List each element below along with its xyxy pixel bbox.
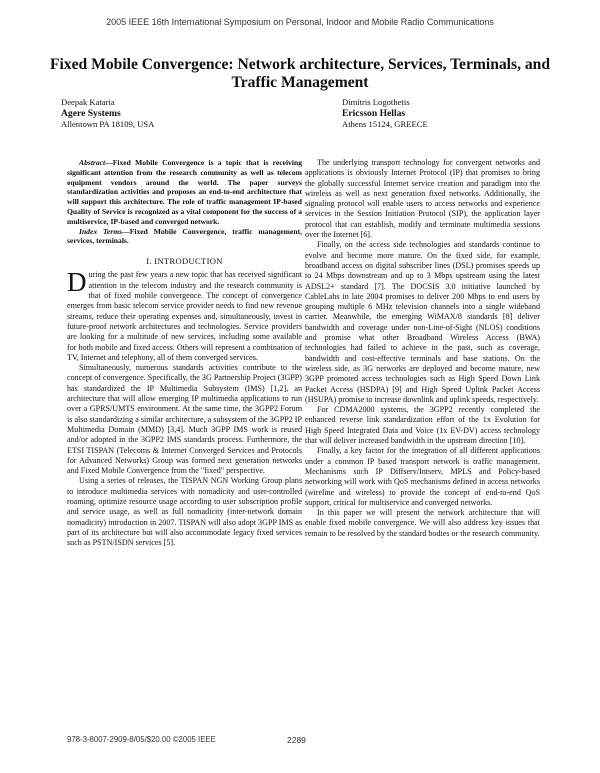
right-paragraph-3: For CDMA2000 systems, the 3GPP2 recently completed the enhanced reverse link standardization effort of the 1x Evolution for High Speed Integrated Data and Voice (1x EV-DV) access technology that will deliver increased bandwidth in the upstream direction [10].: [305, 405, 540, 446]
author-1: [61, 97, 261, 130]
right-paragraph-5: In this paper we will present the network architecture that will enable fixed mobile convergence. We will also address key issues that remain to be resolved by the standard bodies or the research community.: [305, 508, 540, 538]
intro-paragraph-1-text: uring the past few years a new topic that has received significant attention in the telecom industry and the research community is that of fixed mobile convergence. The concept of convergence emerges from basic telecom service provider needs to find new revenue streams, reduce their operating expenses and, simultaneously, invest in future-proof network architectures and technologies. Service providers are looking for a multitude of new services, including some available for both mobile and fixed access. Others will represent a combination of TV, Internet and telephony, all of them converged services.: [67, 270, 302, 362]
right-paragraph-1: The underlying transport technology for convergent networks and applications is obviously Internet Protocol (IP) that promises to bring the globally successful Internet service creation and paradigm into the wireless as well as next generation fixed networks. Additionally, the signaling protocol will enable users to access networks and experience services in the Session Initiation Protocol (SIP), the application layer protocol that can establish, modify and terminate multimedia sessions over the Internet [6].: [305, 158, 540, 240]
drop-cap: D: [67, 267, 87, 298]
abstract-text: —Fixed Mobile Convergence is a topic that is receiving significant attention from the research community as well as telecom equipment vendors around the world. The paper surveys standardization activities and proposes an end-to-end architecture that will support this architecture. The role of traffic management IP-based Quality of Service is recognized as a vital component for the success of a multiservice, IP-based and converged network.: [67, 158, 302, 226]
author-1-location: Allentown PA 18109, USA: [61, 119, 155, 129]
author-2-name: Dimitris Logothetis: [342, 97, 410, 107]
author-2: [342, 97, 542, 130]
abstract: [67, 158, 302, 227]
intro-paragraph-1: [67, 267, 302, 363]
abstract-lead: Abstract: [79, 158, 106, 167]
author-2-location: Athens 15124, GREECE: [342, 119, 428, 129]
footer-isbn: 978-3-8007-2909-8/05/$20.00 ©2005 IEEE: [67, 735, 216, 744]
left-column: [67, 158, 302, 548]
index-terms-lead: Index Terms: [79, 226, 123, 236]
intro-paragraph-2: Simultaneously, numerous standards activities contribute to the concept of convergence. Specifically, the 3G Partnership Project (3GPP) has standardized the IP Multimedia Subsystem (IMS) [1,2], an architecture that will allow emerging IP multimedia applications to run over a GPRS/UMTS environment. At the same time, the 3GPP2 Forum is also standardizing a similar architecture, a subsystem of the 3GPP2 IP Multimedia Domain (MMD) [3,4]. Much 3GPP IMS work is reused and/or adopted in the 3GPP2 IMS standards process. Furthermore, the ETSI TISPAN (Telecoms & Internet Converged Services and Protocols for Advanced Networks) Group was formed next generation networks and Fixed Mobile Convergence from the "fixed" perspective.: [67, 363, 302, 476]
intro-paragraph-3: Using a series of releases, the TISPAN NGN Working Group plans to introduce multimedia services with nomadicity and user-controlled roaming, optimize resource usage according to user subscription profile and service usage, as well as full nomadicity (inter-network domain nomadicity) introduction in 2007. TISPAN will also adopt 3GPP IMS as part of its architecture but will also accommodate legacy fixed services such as PSTN/ISDN services [5].: [67, 476, 302, 548]
author-1-name: Deepak Kataria: [61, 97, 115, 107]
paper-title: Fixed Mobile Convergence: Network architecture, Services, Terminals, and Traffic Management: [49, 56, 551, 91]
index-terms: [67, 227, 302, 247]
section-heading-introduction: I. INTRODUCTION: [146, 256, 223, 267]
conference-header: 2005 IEEE 16th International Symposium on Personal, Indoor and Mobile Radio Communications: [106, 17, 494, 27]
right-column: [305, 158, 540, 539]
right-paragraph-4: Finally, a key factor for the integration of all different applications under a common IP based transport network is traffic management. Mechanisms such IP Diffserv/Intserv, MPLS and Policy-based networking will work with QoS mechanisms defined in access networks (wireline and wireless) to provide the concept of end-to-end QoS support, critical for multiservice and converged networks.: [305, 446, 540, 507]
author-1-org: Agere Systems: [61, 108, 121, 119]
page-number: 2289: [287, 735, 306, 745]
author-2-org: Ericsson Hellas: [342, 108, 406, 119]
right-paragraph-2: Finally, on the access side technologies and standards continue to evolve and become more mature. On the fixed side, for example, broadband access on digital subscriber lines (DSL) promises speeds up to 24 Mbps downstream and up to 3 Mbps upstream using the latest ADSL2+ standard [7]. The DOCSIS 3.0 initiative launched by CableLabs in late 2004 promises to deliver 200 Mbps to end users by grouping multiple 6 MHz television channels into a single wideband carrier. Meanwhile, the emerging WiMAX/8 standards [8] deliver bandwidth and coverage under non-Line-of-Sight (NLOS) conditions and promise what other Broadband Wireless Access (BWA) technologies had failed to achieve in the past, such as coverage, bandwidth and cost-effective terminals and base stations. On the wireless side, as 3G networks are deployed and become mature, new 3GPP promoted access technologies such as High Speed Down Link Packet Access (HSDPA) [9] and High Speed Uplink Packet Access (HSUPA) promise to increase downlink and uplink speeds, respectively.: [305, 240, 540, 404]
index-terms-text: —Fixed Mobile Convergence, traffic management, services, terminals.: [67, 226, 302, 246]
